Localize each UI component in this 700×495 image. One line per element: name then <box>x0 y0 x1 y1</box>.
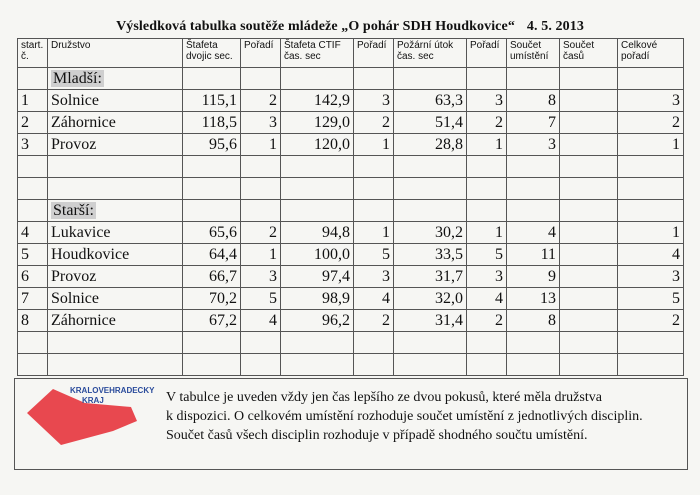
start-cell: 2 <box>18 112 48 134</box>
empty-row <box>18 332 684 354</box>
empty-cell <box>507 200 560 222</box>
team-cell: Záhornice <box>48 112 183 134</box>
overall-rank: 2 <box>618 310 684 332</box>
empty-cell <box>560 178 618 200</box>
empty-cell <box>18 68 48 90</box>
empty-cell <box>281 156 354 178</box>
sum-rank: 8 <box>507 310 560 332</box>
empty-cell <box>241 332 281 354</box>
relay-time: 66,7 <box>183 266 241 288</box>
ctif-time: 129,0 <box>281 112 354 134</box>
header-row <box>18 39 684 68</box>
note-line-1: V tabulce je uveden vždy jen čas lepšího ze dvou pokusů, které měla družstva <box>166 390 602 405</box>
ctif-rank: 1 <box>354 134 394 156</box>
ctif-time: 97,4 <box>281 266 354 288</box>
empty-cell <box>183 200 241 222</box>
start-cell: 7 <box>18 288 48 310</box>
empty-row <box>18 156 684 178</box>
fire-rank: 2 <box>467 112 507 134</box>
relay-rank: 2 <box>241 90 281 112</box>
empty-cell <box>467 68 507 90</box>
empty-cell <box>560 332 618 354</box>
start-cell: 3 <box>18 134 48 156</box>
sum-time <box>560 244 618 266</box>
younger-section-cell <box>48 68 183 90</box>
empty-cell <box>281 354 354 376</box>
fire-rank: 3 <box>467 90 507 112</box>
empty-cell <box>281 68 354 90</box>
ctif-rank: 2 <box>354 112 394 134</box>
header-fire-attack: Požární útok čas. sec <box>394 39 467 68</box>
empty-cell <box>241 156 281 178</box>
empty-cell <box>467 178 507 200</box>
empty-cell <box>618 68 684 90</box>
fire-attack-time: 32,0 <box>394 288 467 310</box>
header-team: Družstvo <box>48 39 183 68</box>
empty-row <box>18 178 684 200</box>
ctif-rank: 4 <box>354 288 394 310</box>
sum-time <box>560 266 618 288</box>
team-row <box>18 310 684 332</box>
older-section-cell <box>48 200 183 222</box>
team-cell: Solnice <box>48 90 183 112</box>
fire-attack-time: 31,7 <box>394 266 467 288</box>
empty-cell <box>618 354 684 376</box>
empty-cell <box>18 156 48 178</box>
fire-attack-time: 51,4 <box>394 112 467 134</box>
overall-rank: 3 <box>618 90 684 112</box>
fire-attack-time: 28,8 <box>394 134 467 156</box>
relay-rank: 3 <box>241 266 281 288</box>
team-row <box>18 112 684 134</box>
empty-cell <box>18 332 48 354</box>
header-fire-rank: Pořadí <box>467 39 507 68</box>
relay-time: 67,2 <box>183 310 241 332</box>
sum-time <box>560 310 618 332</box>
header-start: start. č. <box>18 39 48 68</box>
sum-rank: 11 <box>507 244 560 266</box>
ctif-time: 100,0 <box>281 244 354 266</box>
relay-rank: 4 <box>241 310 281 332</box>
empty-cell <box>507 178 560 200</box>
empty-cell <box>394 200 467 222</box>
empty-cell <box>394 68 467 90</box>
note-line-2: k dispozici. O celkovém umístění rozhoduje součet umístění z jednotlivých disciplin. <box>166 409 643 424</box>
header-relay-rank: Pořadí <box>241 39 281 68</box>
ctif-rank: 2 <box>354 310 394 332</box>
empty-cell <box>507 332 560 354</box>
empty-row <box>18 354 684 376</box>
relay-rank: 1 <box>241 244 281 266</box>
sum-rank: 9 <box>507 266 560 288</box>
empty-cell <box>354 200 394 222</box>
sum-time <box>560 90 618 112</box>
empty-cell <box>18 178 48 200</box>
empty-cell <box>354 332 394 354</box>
relay-time: 95,6 <box>183 134 241 156</box>
sum-rank: 3 <box>507 134 560 156</box>
relay-time: 70,2 <box>183 288 241 310</box>
empty-cell <box>354 156 394 178</box>
fire-rank: 2 <box>467 310 507 332</box>
overall-rank: 3 <box>618 266 684 288</box>
fire-attack-time: 31,4 <box>394 310 467 332</box>
empty-cell <box>241 354 281 376</box>
empty-cell <box>618 200 684 222</box>
fire-rank: 1 <box>467 222 507 244</box>
title-text: Výsledková tabulka soutěže mládeže „O pohár SDH Houdkovice“ <box>116 19 515 34</box>
team-cell: Záhornice <box>48 310 183 332</box>
header-sum-time: Součet časů <box>560 39 618 68</box>
ctif-time: 94,8 <box>281 222 354 244</box>
relay-rank: 5 <box>241 288 281 310</box>
overall-rank: 5 <box>618 288 684 310</box>
empty-cell <box>183 156 241 178</box>
empty-cell <box>281 332 354 354</box>
ctif-time: 98,9 <box>281 288 354 310</box>
start-cell: 1 <box>18 90 48 112</box>
sum-time <box>560 222 618 244</box>
sum-time <box>560 112 618 134</box>
empty-cell <box>48 156 183 178</box>
fire-rank: 4 <box>467 288 507 310</box>
fire-attack-time: 63,3 <box>394 90 467 112</box>
empty-cell <box>183 68 241 90</box>
older-section-row <box>18 200 684 222</box>
team-cell: Solnice <box>48 288 183 310</box>
empty-cell <box>241 68 281 90</box>
empty-cell <box>183 332 241 354</box>
ctif-rank: 3 <box>354 90 394 112</box>
empty-cell <box>467 200 507 222</box>
ctif-time: 96,2 <box>281 310 354 332</box>
team-cell: Provoz <box>48 266 183 288</box>
empty-cell <box>394 332 467 354</box>
empty-cell <box>354 178 394 200</box>
empty-cell <box>618 178 684 200</box>
overall-rank: 2 <box>618 112 684 134</box>
empty-cell <box>618 332 684 354</box>
sum-rank: 4 <box>507 222 560 244</box>
sum-rank: 8 <box>507 90 560 112</box>
logo-text <box>70 386 160 406</box>
empty-cell <box>394 178 467 200</box>
start-cell: 8 <box>18 310 48 332</box>
title-date: 4. 5. 2013 <box>526 19 584 34</box>
sum-time <box>560 288 618 310</box>
ctif-rank: 1 <box>354 222 394 244</box>
empty-cell <box>354 354 394 376</box>
empty-cell <box>48 354 183 376</box>
ctif-rank: 3 <box>354 266 394 288</box>
empty-cell <box>467 332 507 354</box>
empty-cell <box>507 156 560 178</box>
fire-rank: 1 <box>467 134 507 156</box>
empty-cell <box>507 354 560 376</box>
header-ctif: Štafeta CTIF čas. sec <box>281 39 354 68</box>
empty-cell <box>354 68 394 90</box>
empty-cell <box>18 200 48 222</box>
ctif-time: 120,0 <box>281 134 354 156</box>
older-section-label: Starší: <box>53 201 94 219</box>
empty-cell <box>467 354 507 376</box>
empty-cell <box>18 354 48 376</box>
empty-cell <box>48 332 183 354</box>
relay-rank: 3 <box>241 112 281 134</box>
overall-rank: 1 <box>618 134 684 156</box>
results-table <box>17 38 684 376</box>
start-cell: 5 <box>18 244 48 266</box>
team-cell: Lukavice <box>48 222 183 244</box>
empty-cell <box>560 156 618 178</box>
team-row <box>18 134 684 156</box>
relay-time: 115,1 <box>183 90 241 112</box>
relay-time: 118,5 <box>183 112 241 134</box>
sum-time <box>560 134 618 156</box>
header-ctif-rank: Pořadí <box>354 39 394 68</box>
start-cell: 6 <box>18 266 48 288</box>
start-cell: 4 <box>18 222 48 244</box>
logo-line-2: KRAJ <box>82 396 104 405</box>
overall-rank: 1 <box>618 222 684 244</box>
team-row <box>18 222 684 244</box>
team-row <box>18 266 684 288</box>
fire-attack-time: 33,5 <box>394 244 467 266</box>
empty-cell <box>394 354 467 376</box>
page-title <box>0 19 700 35</box>
relay-time: 64,4 <box>183 244 241 266</box>
footer-note <box>166 388 686 445</box>
empty-cell <box>281 200 354 222</box>
sum-rank: 7 <box>507 112 560 134</box>
younger-section-label: Mladší: <box>53 69 102 87</box>
empty-cell <box>241 200 281 222</box>
fire-rank: 3 <box>467 266 507 288</box>
ctif-rank: 5 <box>354 244 394 266</box>
empty-cell <box>394 156 467 178</box>
empty-cell <box>183 178 241 200</box>
empty-cell <box>467 156 507 178</box>
header-sum-rank: Součet umístění <box>507 39 560 68</box>
team-cell: Provoz <box>48 134 183 156</box>
empty-cell <box>281 178 354 200</box>
results-body <box>18 39 684 376</box>
sum-rank: 13 <box>507 288 560 310</box>
empty-cell <box>560 68 618 90</box>
note-line-3: Součet časů všech disciplin rozhoduje v případě shodného součtu umístění. <box>166 428 588 443</box>
empty-cell <box>560 354 618 376</box>
empty-cell <box>48 178 183 200</box>
team-row <box>18 90 684 112</box>
ctif-time: 142,9 <box>281 90 354 112</box>
team-cell: Houdkovice <box>48 244 183 266</box>
empty-cell <box>560 200 618 222</box>
header-overall: Celkové pořadí <box>618 39 684 68</box>
relay-rank: 1 <box>241 134 281 156</box>
team-row <box>18 244 684 266</box>
empty-cell <box>183 354 241 376</box>
header-relay: Štafeta dvojic sec. <box>183 39 241 68</box>
overall-rank: 4 <box>618 244 684 266</box>
relay-rank: 2 <box>241 222 281 244</box>
fire-rank: 5 <box>467 244 507 266</box>
younger-section-row <box>18 68 684 90</box>
empty-cell <box>618 156 684 178</box>
relay-time: 65,6 <box>183 222 241 244</box>
fire-attack-time: 30,2 <box>394 222 467 244</box>
logo-line-1: KRALOVEHRADECKY <box>70 386 155 395</box>
team-row <box>18 288 684 310</box>
empty-cell <box>241 178 281 200</box>
empty-cell <box>507 68 560 90</box>
